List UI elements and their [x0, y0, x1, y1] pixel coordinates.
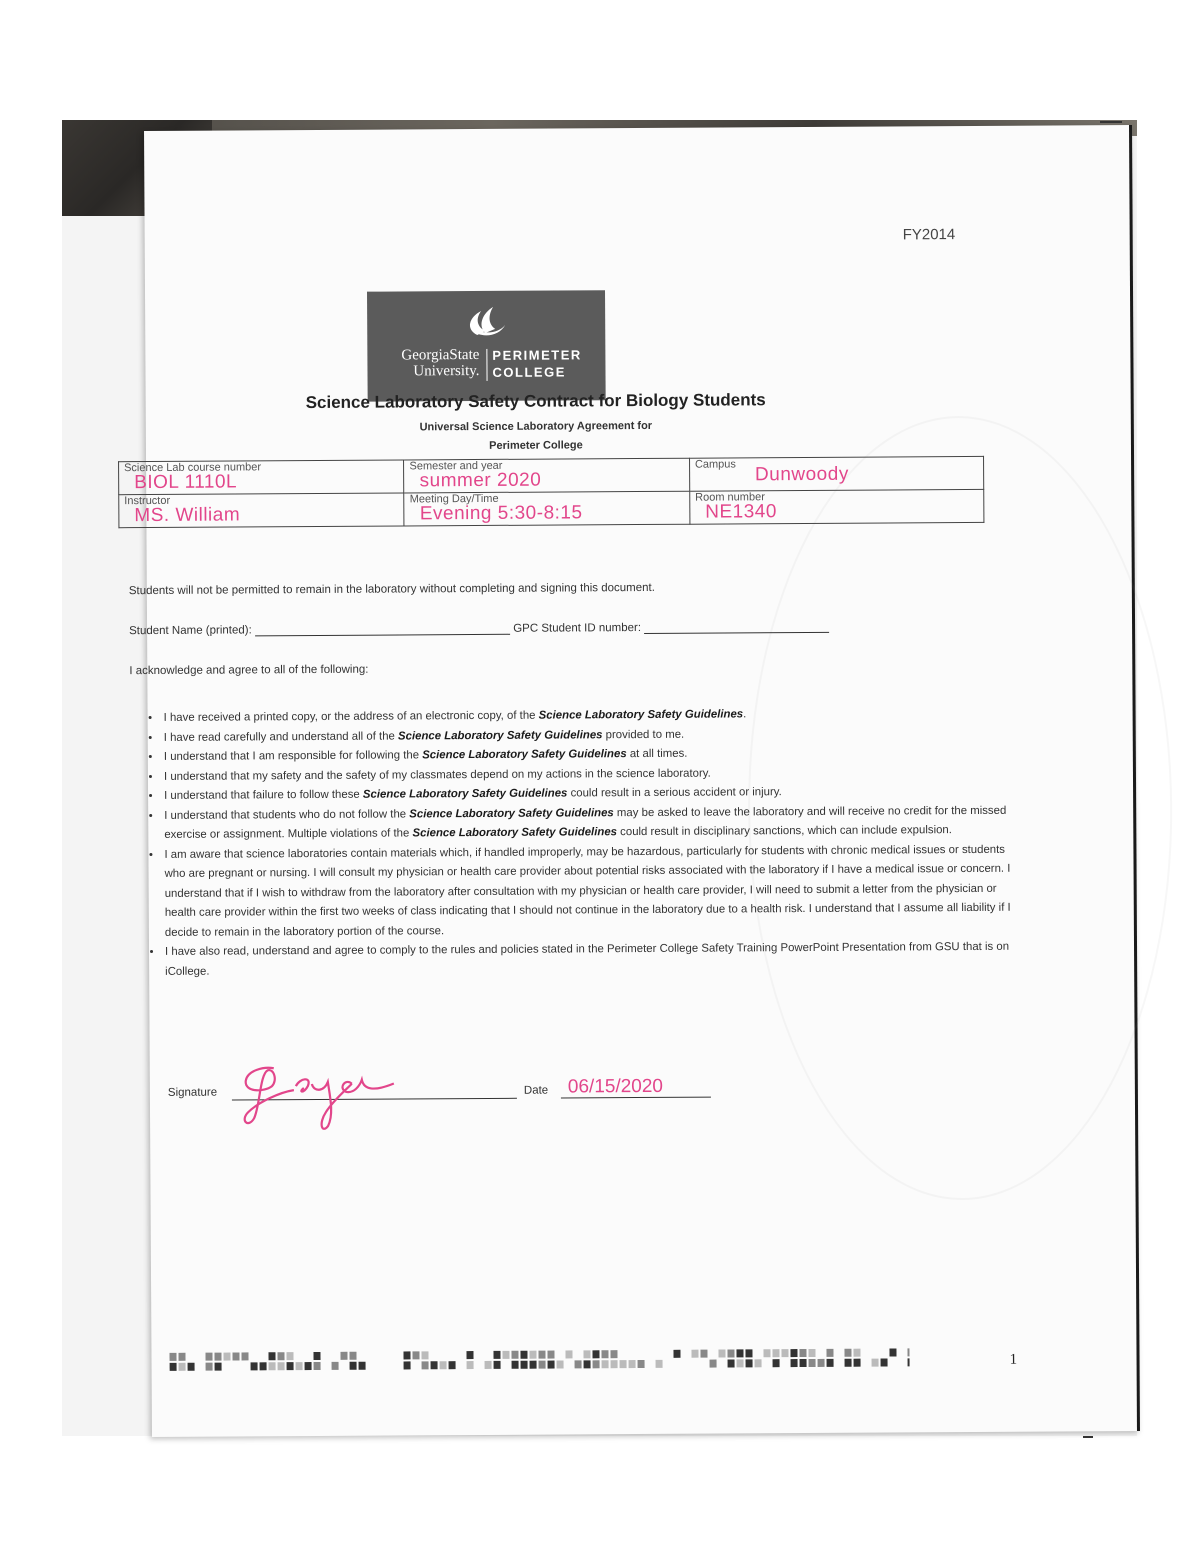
barcode-block: [827, 1359, 834, 1367]
barcode-block: [610, 1350, 617, 1358]
barcode-block: [710, 1360, 717, 1368]
barcode-block: [593, 1360, 600, 1368]
subtitle-line1: Universal Science Laboratory Agreement for: [419, 419, 653, 434]
barcode-block: [170, 1363, 177, 1371]
course-number-cell[interactable]: [119, 460, 405, 495]
signature-label: Signature: [167, 1086, 218, 1099]
barcode-block: [818, 1359, 825, 1367]
barcode-block: [278, 1362, 285, 1370]
room-cell[interactable]: [690, 489, 984, 524]
barcode-block: [547, 1351, 554, 1359]
list-item: • I have received a printed copy, or the address of an electronic copy, of the Science Laboratory Safety Guidelines.: [162, 704, 1012, 729]
barcode-block: [673, 1350, 680, 1358]
barcode-block: [286, 1352, 293, 1360]
barcode-block: [485, 1361, 492, 1369]
barcode-block: [493, 1351, 500, 1359]
barcode-block: [638, 1360, 645, 1368]
barcode-block: [466, 1351, 473, 1359]
barcode-block: [700, 1350, 707, 1358]
barcode-block: [305, 1362, 312, 1370]
barcode-block: [845, 1359, 852, 1367]
barcode-block: [340, 1352, 347, 1360]
course-info-table: [118, 456, 984, 528]
barcode-block: [826, 1349, 833, 1357]
semester-value: summer 2020: [419, 469, 542, 492]
barcode-block: [296, 1362, 303, 1370]
campus-cell[interactable]: [689, 456, 983, 491]
acknowledge-heading: I acknowledge and agree to all of the following:: [129, 663, 369, 678]
barcode-block: [844, 1349, 851, 1357]
barcode-block: [575, 1360, 582, 1368]
barcode-block: [854, 1359, 861, 1367]
barcode-block: [332, 1362, 339, 1370]
list-item: • I am aware that science laboratories contain materials which, if handled improperly, may be hazardous, particularly for students with chronic medical issues or students who are pregnant or nursing. I will consult my physician or health care provider about potential risks associated with the laboratory if I have a medical issue or concern. I understand that if I wish to withdraw from the laboratory after consultation with my physician or health care provider, I will need to submit a letter from the physician or health care provider within the first two weeks of class indicating that I should not continue in the laboratory due to a health risk. I understand that I assume all liability if I decide to remain in the laboratory portion of the course.: [162, 840, 1013, 943]
barcode-block: [763, 1349, 770, 1357]
page-number: 1: [1009, 1351, 1018, 1368]
logo-college-line2: COLLEGE: [492, 364, 566, 380]
flame-logo-icon: [455, 299, 515, 339]
list-item: • I have also read, understand and agree to comply to the rules and policies stated in the Perimeter College Safety Training PowerPoint Presentation from GSU that is on iCollege.: [163, 938, 1013, 982]
barcode-block: [422, 1361, 429, 1369]
student-id-label: GPC Student ID number:: [513, 622, 642, 635]
barcode-block: [548, 1361, 555, 1369]
barcode-block: [881, 1359, 888, 1367]
logo-divider: [486, 349, 487, 381]
barcode-block: [592, 1350, 599, 1358]
barcode-block: [359, 1362, 366, 1370]
barcode-block: [853, 1349, 860, 1357]
barcode-block: [889, 1348, 896, 1356]
barcode-block: [467, 1361, 474, 1369]
barcode-block: [727, 1349, 734, 1357]
gsu-perimeter-logo: [367, 290, 606, 401]
instructor-cell[interactable]: [119, 493, 405, 528]
edge-mark: [1083, 1436, 1093, 1438]
barcode-block: [449, 1361, 456, 1369]
list-item: • I understand that my safety and the safety of my classmates depend on my actions in the science laboratory.: [162, 762, 1012, 787]
barcode-block: [223, 1353, 230, 1361]
date-value: 06/15/2020: [567, 1075, 664, 1098]
barcode-block: [602, 1360, 609, 1368]
barcode-block: [736, 1349, 743, 1357]
barcode-block: [790, 1349, 797, 1357]
barcode-block: [584, 1360, 591, 1368]
completion-notice: Students will not be permitted to remain in the laboratory without completing and signing this document.: [128, 581, 655, 598]
barcode-block: [728, 1359, 735, 1367]
room-label: Room number: [695, 491, 765, 504]
barcode-block: [412, 1351, 419, 1359]
pixelated-barcode: [169, 1344, 909, 1377]
barcode-block: [737, 1359, 744, 1367]
course-number-label: Science Lab course number: [124, 461, 262, 475]
barcode-block: [205, 1353, 212, 1361]
semester-cell[interactable]: [404, 458, 690, 493]
edge-mark: [1100, 121, 1122, 123]
barcode-block: [511, 1351, 518, 1359]
barcode-block: [772, 1349, 779, 1357]
document-title: Science Laboratory Safety Contract for Biology Students: [305, 390, 766, 413]
barcode-block: [287, 1362, 294, 1370]
barcode-block: [403, 1351, 410, 1359]
barcode-block: [583, 1350, 590, 1358]
rules-list: [130, 704, 1014, 982]
subtitle-line2: Perimeter College: [489, 439, 583, 452]
logo-university-line1: GeorgiaState: [401, 346, 480, 364]
barcode-block: [521, 1361, 528, 1369]
logo-university-line2: University.: [413, 362, 480, 380]
barcode-block: [530, 1361, 537, 1369]
campus-value: Dunwoody: [754, 463, 849, 486]
semester-label: Semester and year: [409, 459, 503, 473]
barcode-block: [502, 1351, 509, 1359]
barcode-block: [260, 1362, 267, 1370]
barcode-block: [800, 1359, 807, 1367]
barcode-block: [907, 1348, 909, 1356]
barcode-block: [431, 1361, 438, 1369]
handwritten-signature: [234, 1055, 434, 1136]
list-item: • I understand that I am responsible for following the Science Laboratory Safety Guidelines at all times.: [162, 743, 1012, 768]
document-page: [124, 125, 1140, 1437]
course-number-value: BIOL 1110L: [134, 471, 238, 494]
barcode-block: [809, 1359, 816, 1367]
barcode-block: [178, 1353, 185, 1361]
student-name-field[interactable]: [255, 634, 510, 637]
barcode-block: [539, 1361, 546, 1369]
barcode-block: [404, 1361, 411, 1369]
barcode-block: [241, 1352, 248, 1360]
barcode-block: [269, 1362, 276, 1370]
barcode-block: [746, 1359, 753, 1367]
barcode-block: [169, 1353, 176, 1361]
barcode-block: [350, 1362, 357, 1370]
instructor-label: Instructor: [124, 494, 171, 508]
barcode-block: [629, 1360, 636, 1368]
student-name-label: Student Name (printed):: [129, 624, 252, 638]
barcode-block: [349, 1352, 356, 1360]
barcode-block: [232, 1352, 239, 1360]
barcode-block: [268, 1352, 275, 1360]
list-item: • I understand that students who do not follow the Science Laboratory Safety Guidelines may be asked to leave the laboratory and will receive no credit for the missed exercise or assignment. Multiple violations of the Science Laboratory Safety Guidelines could result in disciplinary sanctions, which can include expulsion.: [162, 801, 1012, 845]
meeting-cell[interactable]: [404, 491, 690, 526]
barcode-block: [808, 1349, 815, 1357]
date-label: Date: [523, 1084, 549, 1097]
instructor-value: MS. William: [134, 504, 241, 527]
barcode-block: [179, 1363, 186, 1371]
document-subtitle: [226, 416, 846, 458]
barcode-block: [791, 1359, 798, 1367]
barcode-block: [611, 1360, 618, 1368]
barcode-block: [781, 1349, 788, 1357]
barcode-block: [799, 1349, 806, 1357]
meeting-value: Evening 5:30-8:15: [419, 502, 583, 525]
barcode-block: [601, 1350, 608, 1358]
list-item: • I understand that failure to follow these Science Laboratory Safety Guidelines could result in a serious accident or injury.: [162, 782, 1012, 807]
barcode-block: [251, 1362, 258, 1370]
campus-label: Campus: [694, 458, 736, 471]
list-item: • I have read carefully and understand all of the Science Laboratory Safety Guidelines provided to me.: [162, 723, 1012, 748]
logo-college-line1: PERIMETER: [492, 347, 582, 363]
barcode-block: [872, 1359, 879, 1367]
barcode-block: [538, 1351, 545, 1359]
barcode-block: [512, 1361, 519, 1369]
barcode-block: [277, 1352, 284, 1360]
barcode-block: [494, 1361, 501, 1369]
barcode-block: [215, 1363, 222, 1371]
barcode-block: [773, 1359, 780, 1367]
barcode-block: [691, 1350, 698, 1358]
barcode-block: [529, 1351, 536, 1359]
meeting-label: Meeting Day/Time: [409, 492, 499, 506]
barcode-block: [565, 1350, 572, 1358]
barcode-block: [188, 1363, 195, 1371]
barcode-block: [656, 1360, 663, 1368]
barcode-block: [314, 1362, 321, 1370]
barcode-block: [440, 1361, 447, 1369]
barcode-block: [908, 1358, 910, 1366]
barcode-block: [313, 1352, 320, 1360]
room-value: NE1340: [705, 501, 777, 523]
barcode-block: [718, 1350, 725, 1358]
barcode-block: [557, 1360, 564, 1368]
barcode-block: [755, 1359, 762, 1367]
barcode-block: [421, 1351, 428, 1359]
fiscal-year: FY2014: [902, 226, 956, 244]
signature-row: [168, 1063, 868, 1147]
barcode-block: [206, 1363, 213, 1371]
barcode-block: [745, 1349, 752, 1357]
barcode-block: [520, 1351, 527, 1359]
barcode-block: [214, 1353, 221, 1361]
barcode-block: [620, 1360, 627, 1368]
